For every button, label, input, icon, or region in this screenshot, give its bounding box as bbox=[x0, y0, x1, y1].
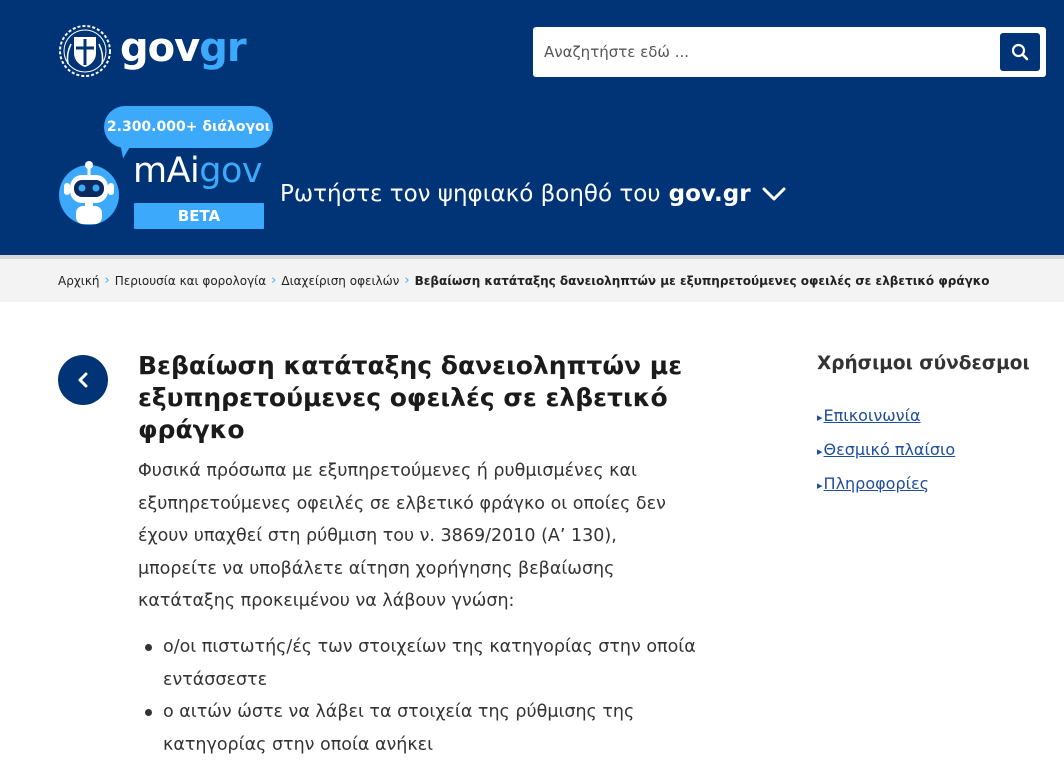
link-information[interactable]: Πληροφορίες bbox=[823, 474, 930, 493]
arrow-right-icon: ▸ bbox=[817, 411, 823, 424]
link-contact[interactable]: Επικοινωνία bbox=[823, 406, 921, 425]
greek-coat-of-arms-icon bbox=[58, 24, 112, 78]
chevron-left-icon bbox=[76, 371, 90, 389]
useful-link-item bbox=[817, 468, 955, 502]
beta-badge bbox=[134, 203, 264, 229]
useful-link-item bbox=[817, 400, 955, 434]
logo-text-gov: gov bbox=[120, 25, 200, 71]
logo-text-gr: gr bbox=[199, 25, 246, 71]
breadcrumb-item-debt-management[interactable]: Διαχείριση οφειλών bbox=[281, 273, 400, 288]
maigov-wordmark bbox=[133, 151, 263, 191]
beta-badge-text: BETA bbox=[177, 207, 221, 225]
useful-links-list bbox=[817, 400, 955, 502]
search-button[interactable] bbox=[1000, 33, 1040, 71]
search-input[interactable] bbox=[533, 27, 993, 77]
breadcrumb-current: Βεβαίωση κατάταξης δανειοληπτών με εξυπηρετούμενες οφειλές σε ελβετικό φράγκο bbox=[414, 273, 990, 288]
chevron-down-icon bbox=[761, 186, 787, 202]
search-icon bbox=[1011, 43, 1029, 61]
link-legal-framework[interactable]: Θεσμικό πλαίσιο bbox=[823, 440, 956, 459]
assistant-toggle[interactable] bbox=[280, 181, 787, 207]
dialog-count-text: 2.300.000+ διάλογοι bbox=[106, 119, 271, 135]
assistant-prompt-bold: gov.gr bbox=[668, 181, 751, 207]
useful-links-title: Χρήσιμοι σύνδεσμοι bbox=[817, 353, 1030, 374]
govgr-wordmark bbox=[120, 25, 246, 71]
breadcrumb-item-home[interactable]: Αρχική bbox=[58, 273, 100, 288]
intro-paragraph: Φυσικά πρόσωπα με εξυπηρετούμενες ή ρυθμισμένες και εξυπηρετούμενες οφειλές σε ελβετικό φράγκο οι οποίες δεν έχουν υπαχθεί στη ρύθμιση του ν. 3869/2010 (Α’ 130), μπορείτε να υποβάλετε αίτηση χορήγησης βεβαίωσης κατάταξης προκειμένου να λάβουν γνώση: bbox=[138, 461, 666, 611]
search-box bbox=[533, 27, 1046, 77]
breadcrumb-item-property-tax[interactable]: Περιουσία και φορολογία bbox=[114, 273, 267, 288]
arrow-right-icon: ▸ bbox=[817, 445, 823, 458]
chevron-right-icon: › bbox=[104, 273, 110, 288]
arrow-right-icon: ▸ bbox=[817, 479, 823, 492]
list-item: ο αιτών ώστε να λάβει τα στοιχεία της ρύθμισης της κατηγορίας στην οποία ανήκει bbox=[138, 696, 698, 761]
maigov-text-mai: mAi bbox=[133, 151, 200, 191]
page-title: Βεβαίωση κατάταξης δανειοληπτών με εξυπηρετούμενες οφειλές σε ελβετικό φράγκο bbox=[138, 351, 683, 444]
chevron-right-icon: › bbox=[271, 273, 277, 288]
assistant-prompt: Ρωτήστε τον ψηφιακό βοηθό του bbox=[280, 181, 661, 207]
breadcrumb bbox=[58, 273, 990, 288]
breadcrumb-bar bbox=[0, 255, 1064, 302]
maigov-text-gov: gov bbox=[199, 151, 263, 191]
list-item: ο/οι πιστωτής/ές των στοιχείων της κατηγορίας στην οποία εντάσσεστε bbox=[138, 631, 698, 696]
robot-icon[interactable] bbox=[58, 159, 120, 227]
chevron-right-icon: › bbox=[404, 273, 410, 288]
back-button[interactable] bbox=[58, 355, 108, 405]
govgr-logo[interactable] bbox=[58, 24, 246, 78]
info-list bbox=[138, 631, 698, 761]
useful-link-item bbox=[817, 434, 955, 468]
site-header bbox=[0, 0, 1064, 255]
